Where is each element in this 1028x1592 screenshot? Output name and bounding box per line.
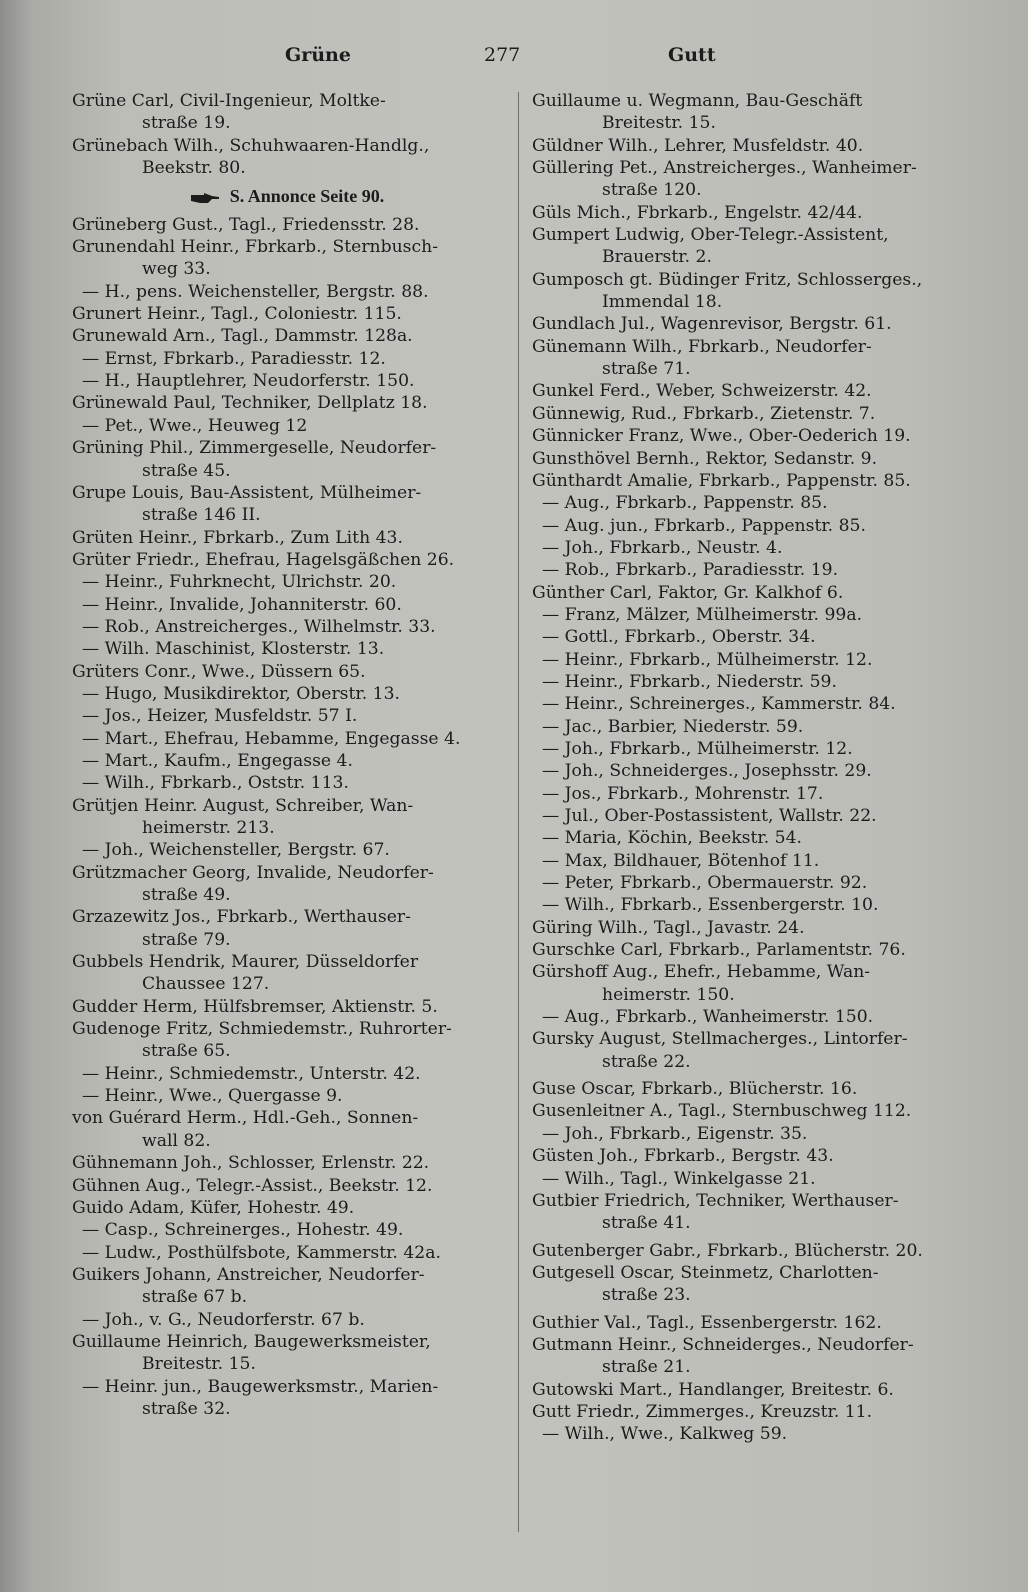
header-left-keyword: Grüne [285, 44, 351, 66]
directory-entry [532, 582, 962, 604]
directory-entry [532, 537, 962, 559]
entry-continuation: Breitestr. 15. [142, 1354, 256, 1375]
entry-line: — Jos., Heizer, Musfeldstr. 57 I. [82, 706, 358, 727]
entry-line: — Casp., Schreinerges., Hohestr. 49. [82, 1220, 404, 1241]
directory-entry [72, 392, 502, 414]
entry-line: — Rob., Anstreicherges., Wilhelmstr. 33. [82, 616, 436, 637]
entry-line: Güls Mich., Fbrkarb., Engelstr. 42/44. [532, 202, 863, 223]
entry-line: Gutbier Friedrich, Techniker, Werthauser- [532, 1190, 899, 1211]
directory-entry [72, 795, 502, 840]
entry-line: — Heinr., Fbrkarb., Niederstr. 59. [542, 671, 837, 692]
entry-line: Günnewig, Rud., Fbrkarb., Zietenstr. 7. [532, 403, 876, 424]
entry-line: — Mart., Ehefrau, Hebamme, Engegasse 4. [82, 728, 461, 749]
directory-entry [532, 1190, 962, 1235]
directory-entry [532, 738, 962, 760]
entry-line: Grütjen Heinr. August, Schreiber, Wan- [72, 795, 414, 816]
entry-line: — Mart., Kaufm., Engegasse 4. [82, 750, 353, 771]
directory-entry [532, 716, 962, 738]
entry-line: Gutgesell Oscar, Steinmetz, Charlotten- [532, 1262, 879, 1283]
directory-entry [72, 1376, 502, 1421]
entry-line: Günemann Wilh., Fbrkarb., Neudorfer- [532, 336, 872, 357]
entry-line: — Joh., Schneiderges., Josephsstr. 29. [542, 761, 872, 782]
directory-entry [72, 1175, 502, 1197]
directory-entry [532, 1168, 962, 1190]
directory-entry [72, 996, 502, 1018]
entry-continuation: wall 82. [142, 1130, 211, 1151]
directory-entry [72, 705, 502, 727]
directory-entry [532, 805, 962, 827]
directory-entry [532, 760, 962, 782]
entry-continuation: Breitestr. 15. [602, 113, 716, 134]
directory-entry [72, 135, 502, 180]
entry-line: von Guérard Herm., Hdl.-Geh., Sonnen- [72, 1108, 419, 1129]
entry-continuation: Chaussee 127. [142, 974, 270, 995]
column-divider [518, 92, 519, 1532]
directory-entry [532, 1006, 962, 1028]
entry-line: — Maria, Köchin, Beekstr. 54. [542, 828, 803, 849]
entry-continuation: heimerstr. 150. [602, 984, 735, 1005]
directory-entry [532, 1100, 962, 1122]
directory-entry [72, 728, 502, 750]
directory-entry [532, 626, 962, 648]
directory-entry [532, 827, 962, 849]
entry-line: — Peter, Fbrkarb., Obermauerstr. 92. [542, 873, 868, 894]
directory-entry [532, 1401, 962, 1423]
entry-line: Gutowski Mart., Handlanger, Breitestr. 6. [532, 1379, 894, 1400]
entry-line: — Heinr., Fuhrknecht, Ulrichstr. 20. [82, 572, 397, 593]
entry-line: — Heinr., Wwe., Quergasse 9. [82, 1086, 343, 1107]
directory-entry [532, 1334, 962, 1379]
entry-line: Gunkel Ferd., Weber, Schweizerstr. 42. [532, 381, 872, 402]
entry-line: Grunewald Arn., Tagl., Dammstr. 128a. [72, 326, 413, 347]
directory-entry [532, 1312, 962, 1334]
entry-line: — Hugo, Musikdirektor, Oberstr. 13. [82, 683, 400, 704]
entry-continuation: straße 71. [602, 359, 691, 380]
directory-entry [532, 135, 962, 157]
directory-entry [532, 850, 962, 872]
directory-entry [72, 1085, 502, 1107]
entry-line: Grünewald Paul, Techniker, Dellplatz 18. [72, 393, 428, 414]
entry-line: — Ernst, Fbrkarb., Paradiesstr. 12. [82, 348, 386, 369]
entry-line: Grüters Conr., Wwe., Düssern 65. [72, 661, 366, 682]
directory-entry [72, 772, 502, 794]
directory-entry [532, 1379, 962, 1401]
entry-line: Grüneberg Gust., Tagl., Friedensstr. 28. [72, 214, 420, 235]
entry-line: — Aug., Fbrkarb., Wanheimerstr. 150. [542, 1007, 874, 1028]
entry-line: — Heinr. jun., Baugewerksmstr., Marien- [82, 1376, 439, 1397]
entry-line: Güring Wilh., Tagl., Javastr. 24. [532, 917, 805, 938]
entry-line: Grüning Phil., Zimmergeselle, Neudorfer- [72, 438, 437, 459]
entry-line: Gutenberger Gabr., Fbrkarb., Blücherstr. 20. [532, 1240, 923, 1261]
entry-continuation: straße 49. [142, 885, 231, 906]
entry-line: — Aug., Fbrkarb., Pappenstr. 85. [542, 493, 828, 514]
right-column [532, 90, 962, 1446]
directory-entry [72, 1107, 502, 1152]
directory-entry [72, 527, 502, 549]
directory-entry [532, 1423, 962, 1445]
entry-line: — Wilh., Fbrkarb., Oststr. 113. [82, 773, 349, 794]
entry-continuation: straße 23. [602, 1285, 691, 1306]
directory-entry [532, 403, 962, 425]
entry-line: — Rob., Fbrkarb., Paradiesstr. 19. [542, 560, 839, 581]
entry-line: Grüten Heinr., Fbrkarb., Zum Lith 43. [72, 527, 403, 548]
entry-line: Grunendahl Heinr., Fbrkarb., Sternbusch- [72, 237, 438, 258]
directory-entry [72, 325, 502, 347]
entry-line: Guthier Val., Tagl., Essenbergerstr. 162. [532, 1312, 882, 1333]
directory-entry [72, 862, 502, 907]
directory-entry [532, 380, 962, 402]
directory-entry [532, 559, 962, 581]
directory-entry [532, 1028, 962, 1073]
entry-line: Grzazewitz Jos., Fbrkarb., Werthauser- [72, 907, 411, 928]
directory-entry [72, 1152, 502, 1174]
entry-line: Güldner Wilh., Lehrer, Musfeldstr. 40. [532, 135, 864, 156]
entry-line: — Joh., v. G., Neudorferstr. 67 b. [82, 1309, 365, 1330]
entry-continuation: straße 120. [602, 180, 702, 201]
directory-entry [72, 303, 502, 325]
entry-line: — Jac., Barbier, Niederstr. 59. [542, 716, 804, 737]
directory-entry [532, 1145, 962, 1167]
entry-line: Guido Adam, Küfer, Hohestr. 49. [72, 1197, 355, 1218]
entry-continuation: straße 65. [142, 1041, 231, 1062]
annonce-reference [72, 185, 502, 207]
directory-entry [72, 638, 502, 660]
entry-line: — Joh., Weichensteller, Bergstr. 67. [82, 840, 390, 861]
entry-line: Grunert Heinr., Tagl., Coloniestr. 115. [72, 304, 402, 325]
directory-entry [532, 894, 962, 916]
entry-line: Gürshoff Aug., Ehefr., Hebamme, Wan- [532, 962, 871, 983]
directory-entry [532, 961, 962, 1006]
entry-line: Guillaume u. Wegmann, Bau-Geschäft [532, 91, 863, 111]
directory-entry [72, 415, 502, 437]
directory-entry [532, 604, 962, 626]
directory-entry [72, 348, 502, 370]
entry-line: — Jul., Ober-Postassistent, Wallstr. 22. [542, 806, 877, 826]
entry-continuation: straße 21. [602, 1357, 691, 1378]
directory-entry [532, 269, 962, 314]
directory-entry [72, 1197, 502, 1219]
entry-line: — Gottl., Fbrkarb., Oberstr. 34. [542, 627, 816, 648]
entry-continuation: straße 32. [142, 1398, 231, 1419]
directory-entry [532, 515, 962, 537]
directory-entry [532, 1123, 962, 1145]
entry-line: — Wilh., Tagl., Winkelgasse 21. [542, 1168, 816, 1189]
directory-entry [72, 214, 502, 236]
entry-line: — H., Hauptlehrer, Neudorferstr. 150. [82, 371, 415, 392]
directory-entry [532, 313, 962, 335]
entry-line: — Wilh., Wwe., Kalkweg 59. [542, 1424, 788, 1445]
entry-line: Guse Oscar, Fbrkarb., Blücherstr. 16. [532, 1079, 858, 1100]
entry-line: Grupe Louis, Bau-Assistent, Mülheimer- [72, 482, 422, 503]
directory-entry [532, 157, 962, 202]
directory-entry [72, 1219, 502, 1241]
directory-entry [532, 872, 962, 894]
directory-entry [532, 224, 962, 269]
entry-line: Gunsthövel Bernh., Rektor, Sedanstr. 9. [532, 448, 878, 469]
header-right-keyword: Gutt [668, 44, 716, 66]
directory-entry [532, 671, 962, 693]
directory-entry [72, 90, 502, 135]
directory-entry [532, 939, 962, 961]
directory-entry [72, 549, 502, 571]
entry-line: Günthardt Amalie, Fbrkarb., Pappenstr. 85. [532, 470, 911, 491]
entry-continuation: straße 146 II. [142, 505, 261, 526]
entry-continuation: heimerstr. 213. [142, 818, 275, 838]
directory-entry [72, 616, 502, 638]
directory-entry [72, 1063, 502, 1085]
entry-continuation: straße 19. [142, 113, 231, 134]
directory-entry [532, 90, 962, 135]
entry-line: — Wilh. Maschinist, Klosterstr. 13. [82, 639, 385, 660]
directory-entry [72, 1018, 502, 1063]
directory-entry [72, 1309, 502, 1331]
directory-entry [532, 202, 962, 224]
entry-line: Günnicker Franz, Wwe., Ober-Oederich 19. [532, 426, 911, 447]
entry-line: Gühnemann Joh., Schlosser, Erlenstr. 22. [72, 1153, 430, 1174]
entry-line: — Joh., Fbrkarb., Mülheimerstr. 12. [542, 738, 853, 759]
entry-continuation: Brauerstr. 2. [602, 247, 712, 268]
annonce-text: S. Annonce Seite 90. [229, 186, 385, 207]
directory-entry [532, 425, 962, 447]
entry-line: Gühnen Aug., Telegr.-Assist., Beekstr. 12. [72, 1175, 433, 1196]
directory-entry [72, 1264, 502, 1309]
entry-continuation: straße 45. [142, 460, 231, 481]
entry-continuation: straße 41. [602, 1213, 691, 1234]
entry-continuation: weg 33. [142, 259, 211, 280]
entry-line: Gumpert Ludwig, Ober-Telegr.-Assistent, [532, 225, 889, 246]
directory-entry [72, 951, 502, 996]
directory-entry [532, 649, 962, 671]
directory-entry [72, 750, 502, 772]
entry-line: Gutmann Heinr., Schneiderges., Neudorfer- [532, 1334, 914, 1355]
entry-line: — Ludw., Posthülfsbote, Kammerstr. 42a. [82, 1242, 441, 1263]
directory-entry [72, 236, 502, 281]
directory-entry [72, 594, 502, 616]
entry-line: Grützmacher Georg, Invalide, Neudorfer- [72, 862, 434, 883]
entry-line: — Jos., Fbrkarb., Mohrenstr. 17. [542, 783, 824, 804]
directory-entry [72, 1331, 502, 1376]
entry-line: Guikers Johann, Anstreicher, Neudorfer- [72, 1264, 425, 1285]
entry-line: — Franz, Mälzer, Mülheimerstr. 99a. [542, 604, 863, 625]
directory-entry [72, 370, 502, 392]
directory-entry [532, 448, 962, 470]
directory-entry [532, 492, 962, 514]
entry-line: Günther Carl, Faktor, Gr. Kalkhof 6. [532, 582, 844, 603]
entry-line: Güsten Joh., Fbrkarb., Bergstr. 43. [532, 1146, 834, 1167]
left-column [72, 90, 502, 1420]
directory-entry [72, 571, 502, 593]
entry-continuation: straße 22. [602, 1051, 691, 1072]
entry-line: Gubbels Hendrik, Maurer, Düsseldorfer [72, 952, 419, 973]
entry-continuation: straße 79. [142, 929, 231, 950]
page-number: 277 [484, 44, 521, 66]
directory-entry [532, 336, 962, 381]
directory-entry [532, 470, 962, 492]
directory-entry [72, 839, 502, 861]
entry-continuation: Immendal 18. [602, 292, 723, 313]
directory-entry [72, 437, 502, 482]
entry-line: — Heinr., Schreinerges., Kammerstr. 84. [542, 694, 896, 715]
entry-line: — Joh., Fbrkarb., Eigenstr. 35. [542, 1123, 808, 1144]
directory-entry [72, 1242, 502, 1264]
entry-line: Gumposch gt. Büdinger Fritz, Schlosserges., [532, 269, 923, 290]
entry-line: — Heinr., Fbrkarb., Mülheimerstr. 12. [542, 649, 873, 670]
entry-line: Guillaume Heinrich, Baugewerksmeister, [72, 1331, 431, 1352]
entry-line: — H., pens. Weichensteller, Bergstr. 88. [82, 281, 429, 302]
directory-entry [532, 693, 962, 715]
entry-line: — Aug. jun., Fbrkarb., Pappenstr. 85. [542, 515, 866, 536]
entry-line: Gutt Friedr., Zimmerges., Kreuzstr. 11. [532, 1401, 873, 1422]
directory-entry [72, 906, 502, 951]
entry-line: Gudenoge Fritz, Schmiedemstr., Ruhrorter- [72, 1019, 452, 1040]
directory-entry [532, 917, 962, 939]
directory-entry [532, 783, 962, 805]
directory-entry [72, 281, 502, 303]
entry-line: — Pet., Wwe., Heuweg 12 [82, 415, 308, 436]
page-header [0, 44, 1028, 74]
directory-entry [532, 1240, 962, 1262]
entry-line: Gurschke Carl, Fbrkarb., Parlamentstr. 76. [532, 940, 906, 961]
entry-line: — Heinr., Invalide, Johanniterstr. 60. [82, 594, 402, 615]
entry-continuation: Beekstr. 80. [142, 158, 246, 179]
entry-line: — Wilh., Fbrkarb., Essenbergerstr. 10. [542, 895, 879, 916]
entry-continuation: straße 67 b. [142, 1287, 248, 1308]
pointing-hand-icon [190, 192, 220, 204]
entry-line: — Max, Bildhauer, Bötenhof 11. [542, 850, 820, 871]
directory-entry [72, 482, 502, 527]
directory-entry [72, 661, 502, 683]
entry-line: Gudder Herm, Hülfsbremser, Aktienstr. 5. [72, 996, 438, 1017]
entry-line: Grüne Carl, Civil-Ingenieur, Moltke- [72, 91, 386, 111]
entry-line: Grüter Friedr., Ehefrau, Hagelsgäßchen 26. [72, 549, 455, 570]
directory-entry [532, 1262, 962, 1307]
entry-line: Grünebach Wilh., Schuhwaaren-Handlg., [72, 135, 430, 156]
directory-entry [72, 683, 502, 705]
entry-line: — Heinr., Schmiedemstr., Unterstr. 42. [82, 1063, 421, 1084]
entry-line: Gusenleitner A., Tagl., Sternbuschweg 112. [532, 1101, 912, 1122]
entry-line: Gursky August, Stellmacherges., Lintorfer- [532, 1029, 908, 1050]
entry-line: Gundlach Jul., Wagenrevisor, Bergstr. 61. [532, 314, 892, 335]
entry-line: — Joh., Fbrkarb., Neustr. 4. [542, 537, 783, 558]
entry-line: Güllering Pet., Anstreicherges., Wanheimer- [532, 158, 917, 179]
directory-entry [532, 1078, 962, 1100]
